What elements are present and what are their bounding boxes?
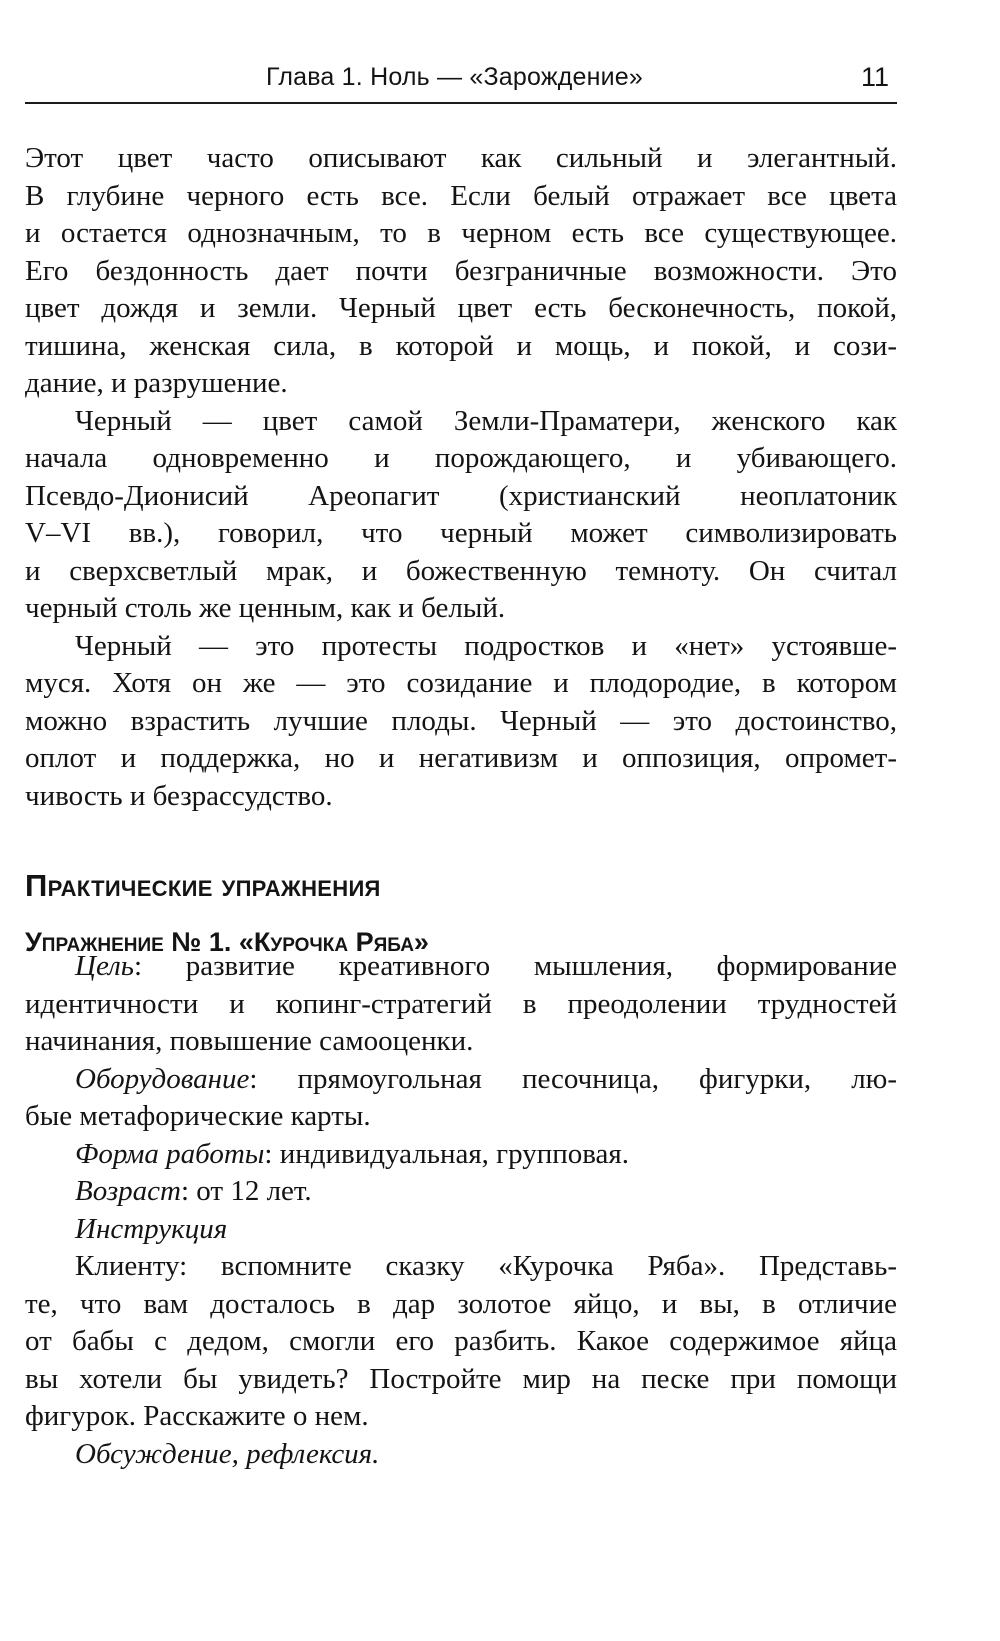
text-line: от бабы с дедом, смогли его разбить. Какое содержимое яйца — [25, 1325, 897, 1357]
text-line: оплот и поддержка, но и негативизм и оппозиция, опромет- — [25, 742, 897, 774]
goal-label: Цель — [75, 950, 134, 982]
text-line: Этот цвет часто описывают как сильный и элегантный. — [25, 142, 897, 174]
exercise-body — [25, 948, 897, 1473]
text-line: начинания, повышение самооценки. — [25, 1025, 474, 1057]
running-title: Глава 1. Ноль — «Зарождение» — [266, 63, 644, 91]
text-line: цвет дождя и земли. Черный цвет есть бесконечность, покой, — [25, 292, 897, 324]
text-line: те, что вам досталось в дар золотое яйцо, и вы, в отличие — [25, 1287, 897, 1320]
goal-line: Цель: развитие креативного мышления, формирование — [75, 950, 897, 982]
text-line: муся. Хотя он же — это созидание и плодородие, в котором — [25, 667, 897, 699]
running-header — [25, 58, 897, 104]
text-line: бые метафорические карты. — [25, 1100, 371, 1132]
text-line: можно взрастить лучшие плоды. Черный — это достоинство, — [25, 704, 897, 737]
book-page — [25, 0, 897, 1641]
text-line: V–VI вв.), говорил, что черный может символизировать — [25, 517, 897, 549]
section-heading: Практические упражнения — [25, 868, 381, 903]
text-line: Черный — это протесты подростков и «нет» устоявше- — [75, 629, 897, 662]
exercise-heading: Упражнение № 1. «Курочка Ряба» — [25, 927, 429, 957]
text-line: тишина, женская сила, в которой и мощь, и покой, и сози- — [25, 329, 897, 362]
text-line: и остается однозначным, то в черном есть все существующее. — [25, 217, 897, 249]
equipment-label: Оборудование — [75, 1062, 250, 1095]
text-line: фигурок. Расскажите о нем. — [25, 1400, 369, 1432]
work-form-line: Форма работы: индивидуальная, групповая. — [75, 1137, 630, 1170]
text-line: В глубине черного есть все. Если белый отражает все цвета — [25, 179, 897, 212]
instruction-label: Инструкция — [75, 1212, 228, 1245]
equipment-text: прямоугольная песочница, фигурки, лю- — [297, 1062, 897, 1095]
goal-text: развитие креативного мышления, формирование — [185, 950, 897, 982]
text-line: чивость и безрассудство. — [25, 779, 333, 812]
text-line: идентичности и копинг-стратегий в преодолении трудностей — [25, 987, 897, 1020]
text-line: и сверхсветлый мрак, и божественную темноту. Он считал — [25, 554, 897, 587]
paragraph-black-color-1 — [25, 140, 897, 403]
work-form-text: индивидуальная, групповая. — [279, 1137, 630, 1170]
text-line: Его бездонность дает почти безграничные возможности. Это — [25, 254, 897, 287]
text-line: дание, и разрушение. — [25, 367, 288, 399]
paragraph-black-color-3 — [25, 628, 897, 816]
age-line: Возраст: от 12 лет. — [75, 1175, 312, 1207]
text-line: Псевдо-Дионисий Ареопагит (христианский неоплатоник — [25, 479, 897, 512]
equipment-line: Оборудование: прямоугольная песочница, фигурки, лю- — [75, 1062, 897, 1095]
text-line: черный столь же ценным, как и белый. — [25, 592, 506, 624]
page-number: 11 — [860, 62, 889, 92]
text-line: Черный — цвет самой Земли-Праматери, женского как — [75, 404, 897, 437]
text-line: начала одновременно и порождающего, и убивающего. — [25, 442, 897, 474]
discussion-line: Обсуждение, рефлексия. — [75, 1437, 380, 1470]
paragraph-black-color-2 — [25, 403, 897, 628]
text-line: Клиенту: вспомните сказку «Курочка Ряба». Представь- — [75, 1250, 897, 1282]
age-text: от 12 лет. — [196, 1175, 312, 1207]
work-form-label: Форма работы — [75, 1137, 265, 1170]
text-line: вы хотели бы увидеть? Постройте мир на песке при помощи — [25, 1362, 897, 1395]
age-label: Возраст — [75, 1175, 181, 1207]
